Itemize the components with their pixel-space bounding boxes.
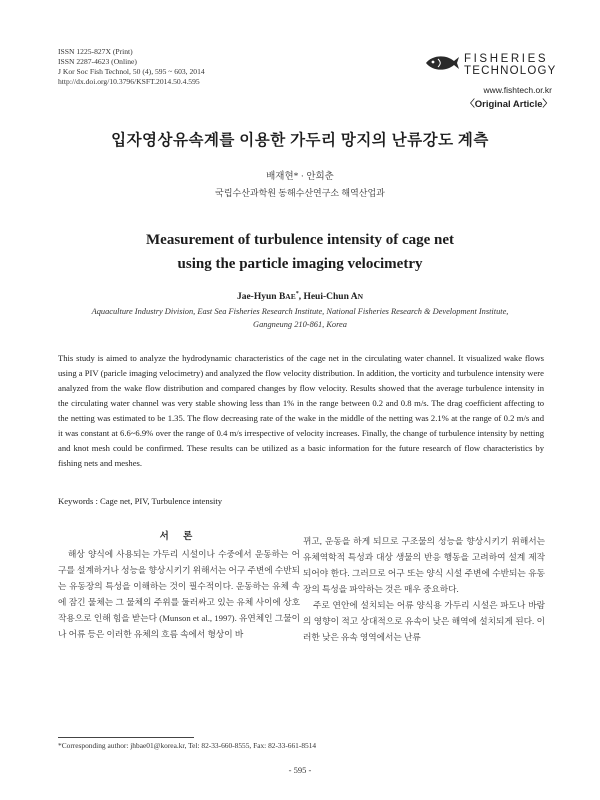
keywords: Keywords : Cage net, PIV, Turbulence intensity — [58, 496, 223, 506]
journal-website[interactable]: www.fishtech.or.kr — [483, 85, 552, 95]
intro-paragraph-1: 해상 양식에 사용되는 가두리 시설이나 수중에서 운동하는 어구를 설계하거나 성능을 향상시키기 위해서는 어구 주변에 수반되는 유동장의 특성을 이해하는 것이 필수적이다. 운동하는 유체 속에 잠긴 물체는 그 물체의 주위를 둘러싸고 있는 유체 사이에 상호 작용으로 인해 힘을 받는다 (Munson et al., 1997). 유연체인 그물이나 어류 등은 이러한 유체의 흐름 속에서 형상이 바 — [58, 549, 300, 639]
intro-paragraph-2: 주로 연안에 설치되는 어류 양식용 가두리 시설은 파도나 바람의 영향이 적고 상대적으로 유속이 낮은 해역에 설치되게 된다. 이러한 낮은 유속 영역에서는 난류 — [303, 600, 545, 642]
english-authors — [0, 291, 600, 302]
english-affiliation-line1: Aquaculture Industry Division, East Sea Fisheries Research Institute, National Fisheries Research & Development Institute, — [91, 307, 509, 316]
article-type: 〈Original Article〉 — [465, 99, 552, 110]
journal-metadata — [58, 47, 205, 87]
author1-last-initial: B — [278, 292, 286, 303]
english-title-line2: using the particle imaging velocimetry — [177, 256, 423, 272]
author2-last-rest: N — [357, 292, 364, 302]
section-heading-introduction: 서 론 — [159, 532, 199, 542]
author-separator: , — [298, 292, 304, 303]
english-affiliation — [58, 305, 542, 331]
korean-title: 입자영상유속계를 이용한 가두리 망지의 난류강도 계측 — [111, 132, 489, 149]
logo-text-technology: TECHNOLOGY — [464, 65, 557, 77]
body-column-right — [303, 533, 545, 645]
author2-first: Heui-Chun — [303, 292, 351, 303]
author1-last-rest: AE — [285, 292, 296, 302]
footnote-rule — [58, 737, 194, 738]
issn-online: ISSN 2287-4623 (Online) — [58, 57, 137, 66]
issn-print: ISSN 1225-827X (Print) — [58, 47, 133, 56]
body-column-left — [58, 546, 300, 642]
korean-authors: 배재현* · 안희춘 — [266, 172, 334, 182]
intro-paragraph-1-cont: 뀌고, 운동을 하게 되므로 구조물의 성능을 향상시키기 위해서는 유체역학적 특성과 대상 생물의 반응 행동을 고려하여 설계 제작되어야 한다. 그러므로 어구 또는 양식 시설 주변에 수반되는 유동장의 특성을 파악하는 것은 매우 중요하다. — [303, 536, 545, 594]
citation: J Kor Soc Fish Technol, 50 (4), 595 ~ 603, 2014 — [58, 67, 205, 76]
author1-first: Jae-Hyun — [236, 292, 279, 303]
author2-last-initial: A — [350, 292, 358, 303]
journal-logo — [424, 49, 557, 89]
english-title-line1: Measurement of turbulence intensity of cage net — [146, 232, 454, 248]
english-title — [0, 228, 600, 276]
corresponding-author-footnote: *Corresponding author: jhbae01@korea.kr, Tel: 82-33-660-8555, Fax: 82-33-661-8514 — [58, 741, 317, 750]
doi-link[interactable]: http://dx.doi.org/10.3796/KSFT.2014.50.4.595 — [58, 77, 200, 86]
logo-text-fisheries: FISHERIES — [464, 53, 549, 65]
corresponding-mark: * — [295, 291, 299, 297]
abstract: This study is aimed to analyze the hydrodynamic characteristics of the cage net in the circulating water channel. It visualized wake flows using a PIV (paricle imaging velocimetry) and analyzed the flow velocity distribution. In addition, the vorticity and turbulence intensity were analyzed from the wake flow distribution and compared changes by flow velocity. Results showed that the average turbulence intensity in the circulating water channel was very stable showing less than 1% in the range between 0.2 and 0.8 m/s. The drag coefficient affecting to the netting was estimated to be 1.35. The flow decreasing rate of the wake in the middle of the netting was 2.1% at the range of 0.2 m/s and it was constant at 6.6~6.9% over the range of 0.4 m/s irrespective of velocity increases. Finally, the change of turbulence intensity by netting and knot mesh could be confirmed. These results can be utilized as a basic information for the future research of flow characteristics by fishing nets and meshes. — [58, 353, 544, 468]
fish-logo-icon — [424, 53, 460, 73]
page-number: - 595 - — [288, 765, 312, 775]
english-affiliation-line2: Gangneung 210-861, Korea — [253, 320, 347, 329]
korean-affiliation: 국립수산과학원 동해수산연구소 해역산업과 — [215, 188, 385, 198]
